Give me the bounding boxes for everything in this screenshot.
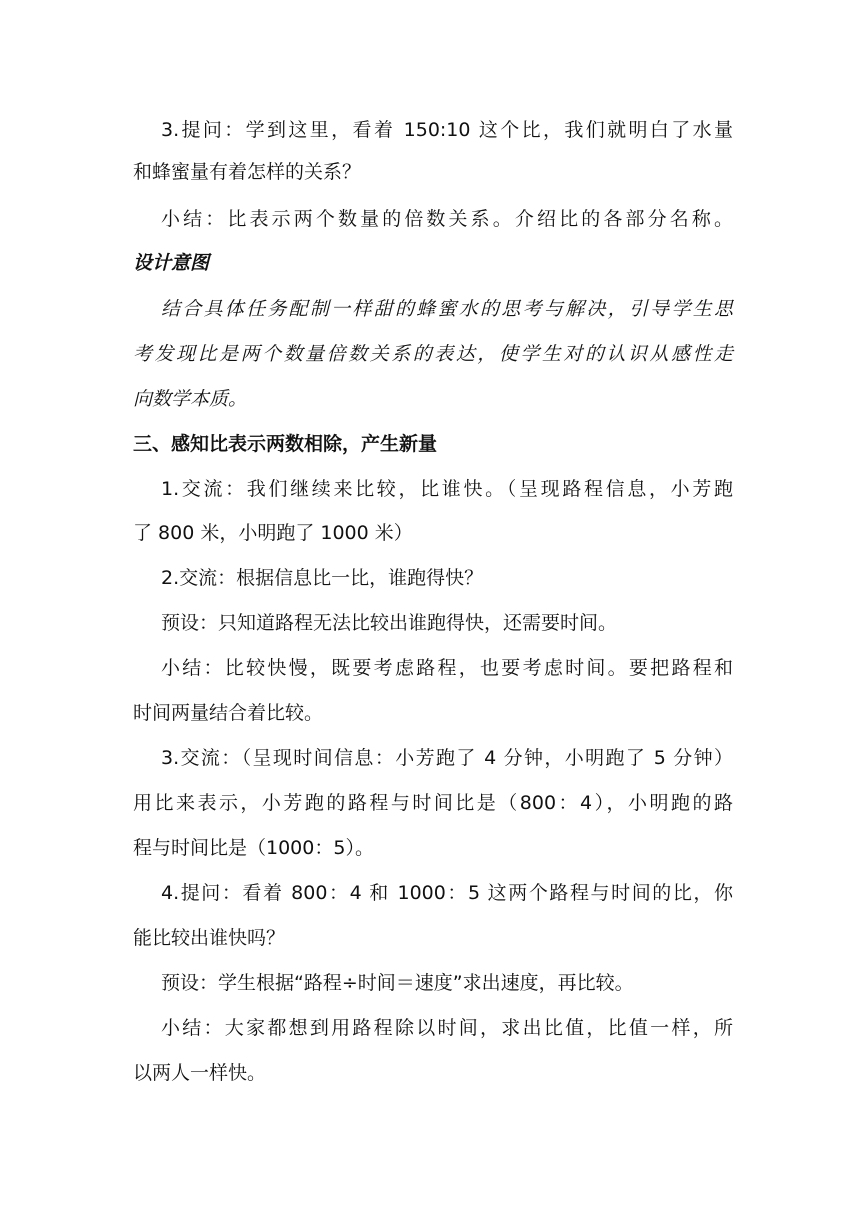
paragraph-line: 和蜂蜜量有着怎样的关系？ (133, 161, 362, 183)
paragraph-line: 预设：学生根据“路程÷时间＝速度”求出速度，再比较。 (161, 972, 634, 994)
paragraph-line: 结合具体任务配制一样甜的蜂蜜水的思考与解决，引导学生思 (161, 298, 733, 320)
paragraph-line: 1.交流：我们继续来比较，比谁快。（呈现路程信息，小芳跑 (161, 478, 733, 500)
paragraph-line: 能比较出谁快吗？ (133, 927, 286, 949)
paragraph-line: 向数学本质。 (133, 388, 248, 410)
section-heading: 三、感知比表示两数相除，产生新量 (133, 433, 438, 455)
section-heading: 设计意图 (133, 252, 210, 274)
paragraph-line: 用比来表示，小芳跑的路程与时间比是（800：4），小明跑的路 (133, 792, 733, 814)
paragraph-line: 小结：比表示两个数量的倍数关系。介绍比的各部分名称。 (161, 208, 733, 230)
paragraph-line: 4.提问：看着 800：4 和 1000：5 这两个路程与时间的比，你 (161, 882, 733, 904)
paragraph-line: 小结：比较快慢，既要考虑路程，也要考虑时间。要把路程和 (161, 657, 733, 679)
paragraph-line: 3.提问：学到这里，看着 150:10 这个比，我们就明白了水量 (161, 119, 733, 141)
paragraph-line: 以两人一样快。 (133, 1062, 267, 1084)
paragraph-line: 了 800 米，小明跑了 1000 米） (133, 522, 413, 544)
paragraph-line: 时间两量结合着比较。 (133, 702, 324, 724)
paragraph-line: 程与时间比是（1000：5）。 (133, 837, 374, 859)
paragraph-line: 预设：只知道路程无法比较出谁跑得快，还需要时间。 (161, 612, 618, 634)
paragraph-line: 小结：大家都想到用路程除以时间，求出比值，比值一样，所 (161, 1017, 733, 1039)
paragraph-line: 2.交流：根据信息比一比，谁跑得快？ (161, 567, 484, 589)
paragraph-line: 3.交流：（呈现时间信息：小芳跑了 4 分钟，小明跑了 5 分钟） (161, 747, 733, 769)
paragraph-line: 考发现比是两个数量倍数关系的表达，使学生对的认识从感性走 (133, 343, 733, 365)
